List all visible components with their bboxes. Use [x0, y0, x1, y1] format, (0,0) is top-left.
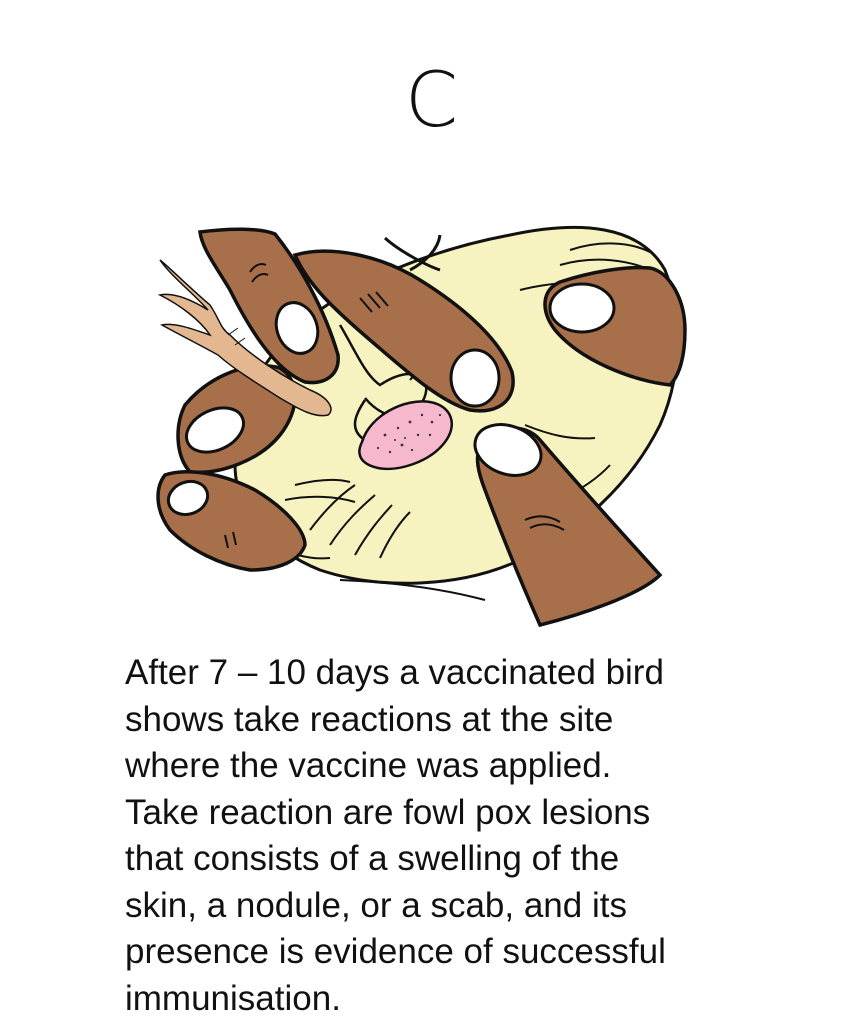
- caption-line: where the vaccine was applied.: [125, 746, 612, 785]
- caption-line: Take reaction are fowl pox lesions: [125, 792, 651, 832]
- caption-line: immunisation.: [125, 978, 341, 1018]
- caption-line: that consists of a swelling of the: [125, 839, 620, 878]
- caption-line: skin, a nodule, or a scab, and its: [125, 885, 627, 925]
- illustration-hands-holding-bird-wing: [140, 210, 700, 640]
- caption: [125, 650, 765, 1022]
- caption-line: presence is evidence of successful: [125, 932, 666, 971]
- caption-line: After 7 – 10 days a vaccinated bird: [125, 653, 664, 692]
- caption-line: shows take reactions at the site: [125, 699, 614, 739]
- panel-letter: C: [404, 55, 459, 144]
